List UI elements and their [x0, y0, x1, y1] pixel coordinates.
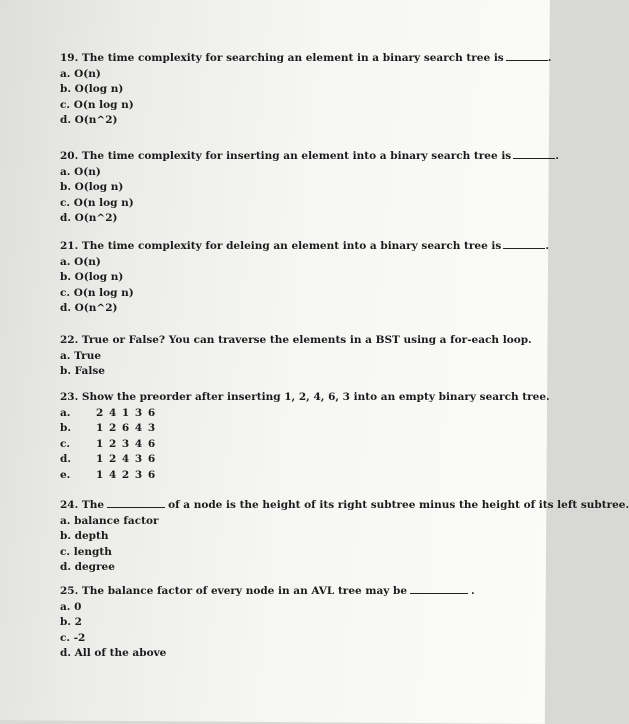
question-stem: 22. True or False? You can traverse the elements in a BST using a for-each loop. — [60, 334, 532, 346]
question-stem-end: of a node is the height of its right subtree minus the height of its left subtree. — [168, 499, 629, 511]
question-24 — [60, 497, 629, 576]
question-21 — [60, 238, 549, 317]
option — [60, 452, 550, 468]
question-stem: 21. The time complexity for deleing an element into a binary search tree is — [60, 240, 502, 252]
option — [60, 421, 550, 437]
option: d. O(n^2) — [60, 302, 118, 314]
question-19 — [60, 50, 551, 129]
answer-blank — [513, 148, 555, 159]
stem-trail: . — [547, 52, 552, 64]
question-stem-start: 24. The — [60, 499, 105, 511]
option: b. O(log n) — [60, 83, 124, 95]
question-25 — [60, 583, 475, 662]
option-value: 1 2 4 3 6 — [96, 453, 157, 465]
option: c. O(n log n) — [60, 98, 134, 111]
stem-trail: . — [471, 585, 475, 597]
question-20 — [60, 148, 559, 227]
option: b. O(log n) — [60, 181, 124, 193]
option: a. O(n) — [60, 255, 101, 268]
option-label: d. — [60, 453, 71, 465]
option — [60, 406, 550, 422]
option: a. O(n) — [60, 67, 101, 80]
option-value: 1 4 2 3 6 — [96, 468, 157, 481]
option-value: 2 4 1 3 6 — [96, 406, 157, 419]
option: a. balance factor — [60, 514, 159, 527]
option: b. 2 — [60, 616, 82, 628]
option — [60, 468, 550, 484]
question-stem: 25. The balance factor of every node in an AVL tree may be — [60, 585, 408, 597]
option: b. depth — [60, 530, 109, 542]
answer-blank — [107, 497, 165, 508]
option: c. -2 — [60, 631, 86, 644]
question-stem: 20. The time complexity for inserting an element into a binary search tree is — [60, 150, 512, 162]
stem-trail: . — [555, 150, 559, 162]
option-label: e. — [60, 468, 71, 481]
answer-blank — [506, 50, 548, 61]
option-label: c. — [60, 437, 71, 450]
option-value: 1 2 3 4 6 — [96, 437, 157, 450]
option: d. degree — [60, 561, 115, 573]
option — [60, 437, 550, 453]
option: d. All of the above — [60, 647, 167, 659]
answer-blank — [503, 238, 545, 249]
option: d. O(n^2) — [60, 114, 118, 126]
question-23 — [60, 390, 550, 483]
answer-blank — [410, 583, 468, 594]
option-label: a. — [60, 406, 71, 419]
option: c. O(n log n) — [60, 286, 134, 299]
option: d. O(n^2) — [60, 212, 118, 224]
option: a. True — [60, 349, 102, 362]
option: c. O(n log n) — [60, 196, 134, 209]
option: a. O(n) — [60, 165, 101, 178]
option-label: b. — [60, 422, 71, 434]
stem-trail: . — [545, 240, 549, 252]
option: b. O(log n) — [60, 271, 124, 283]
question-stem: 19. The time complexity for searching an element in a binary search tree is — [60, 52, 504, 64]
question-stem: 23. Show the preorder after inserting 1, 2, 4, 6, 3 into an empty binary search tree. — [60, 391, 550, 403]
question-22 — [60, 333, 532, 380]
option: c. length — [60, 545, 112, 558]
option: b. False — [60, 365, 105, 377]
option: a. 0 — [60, 600, 82, 613]
option-value: 1 2 6 4 3 — [96, 422, 157, 434]
